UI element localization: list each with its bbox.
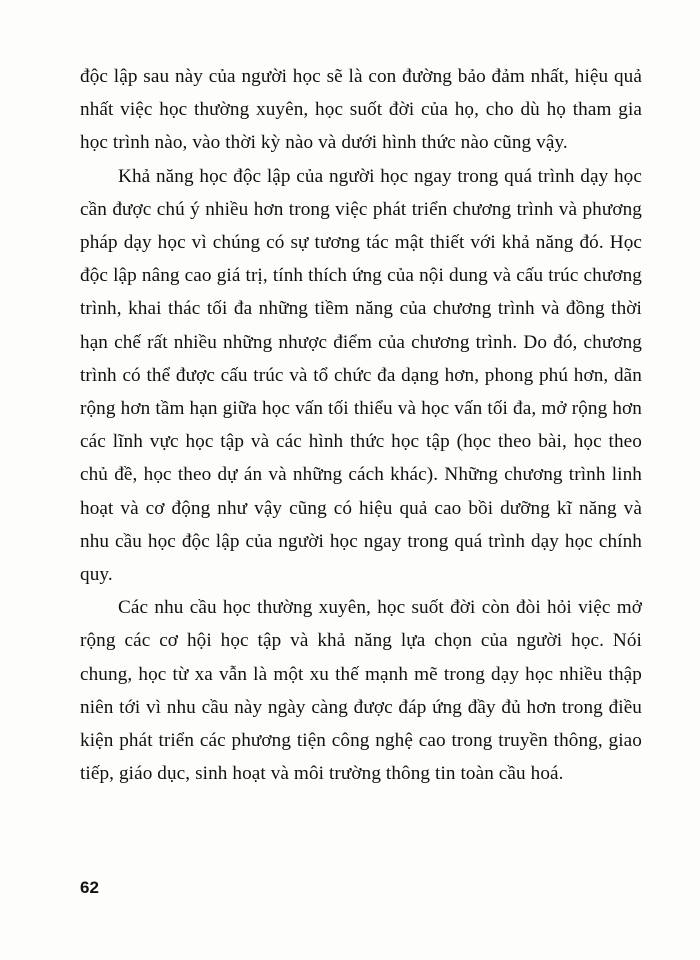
paragraph-1: độc lập sau này của người học sẽ là con đường bảo đảm nhất, hiệu quả nhất việc học thường xuyên, học suốt đời của họ, cho dù họ tham gia học trình nào, vào thời kỳ nào và dưới hình thức nào cũng vậy. [80, 66, 642, 154]
page-body-text [80, 60, 642, 790]
paragraph-2: Khả năng học độc lập của người học ngay trong quá trình dạy học cần được chú ý nhiều hơn trong việc phát triển chương trình và phương pháp dạy học vì chúng có sự tương tác mật thiết với khả năng đó. Học độc lập nâng cao giá trị, tính thích ứng của nội dung và cấu trúc chương trình, khai thác tối đa những tiềm năng của chương trình và đồng thời hạn chế rất nhiều những nhược điểm của chương trình. Do đó, chương trình có thể được cấu trúc và tổ chức đa dạng hơn, phong phú hơn, dãn rộng hơn tầm hạn giữa học vấn tối thiểu và học vấn tối đa, mở rộng hơn các lĩnh vực học tập và các hình thức học tập (học theo bài, học theo chủ đề, học theo dự án và những cách khác). Những chương trình linh hoạt và cơ động như vậy cũng có hiệu quả cao bồi dưỡng kĩ năng và nhu cầu học độc lập của người học ngay trong quá trình dạy học chính quy. [80, 165, 642, 586]
page-number: 62 [80, 878, 99, 897]
paragraph-3: Các nhu cầu học thường xuyên, học suốt đời còn đòi hỏi việc mở rộng các cơ hội học tập và khả năng lựa chọn của người học. Nói chung, học từ xa vẫn là một xu thế mạnh mẽ trong dạy học nhiều thập niên tới vì nhu cầu này ngày càng được đáp ứng đầy đủ hơn trong điều kiện phát triển các phương tiện công nghệ cao trong truyền thông, giao tiếp, giáo dục, sinh hoạt và môi trường thông tin toàn cầu hoá. [80, 597, 642, 785]
